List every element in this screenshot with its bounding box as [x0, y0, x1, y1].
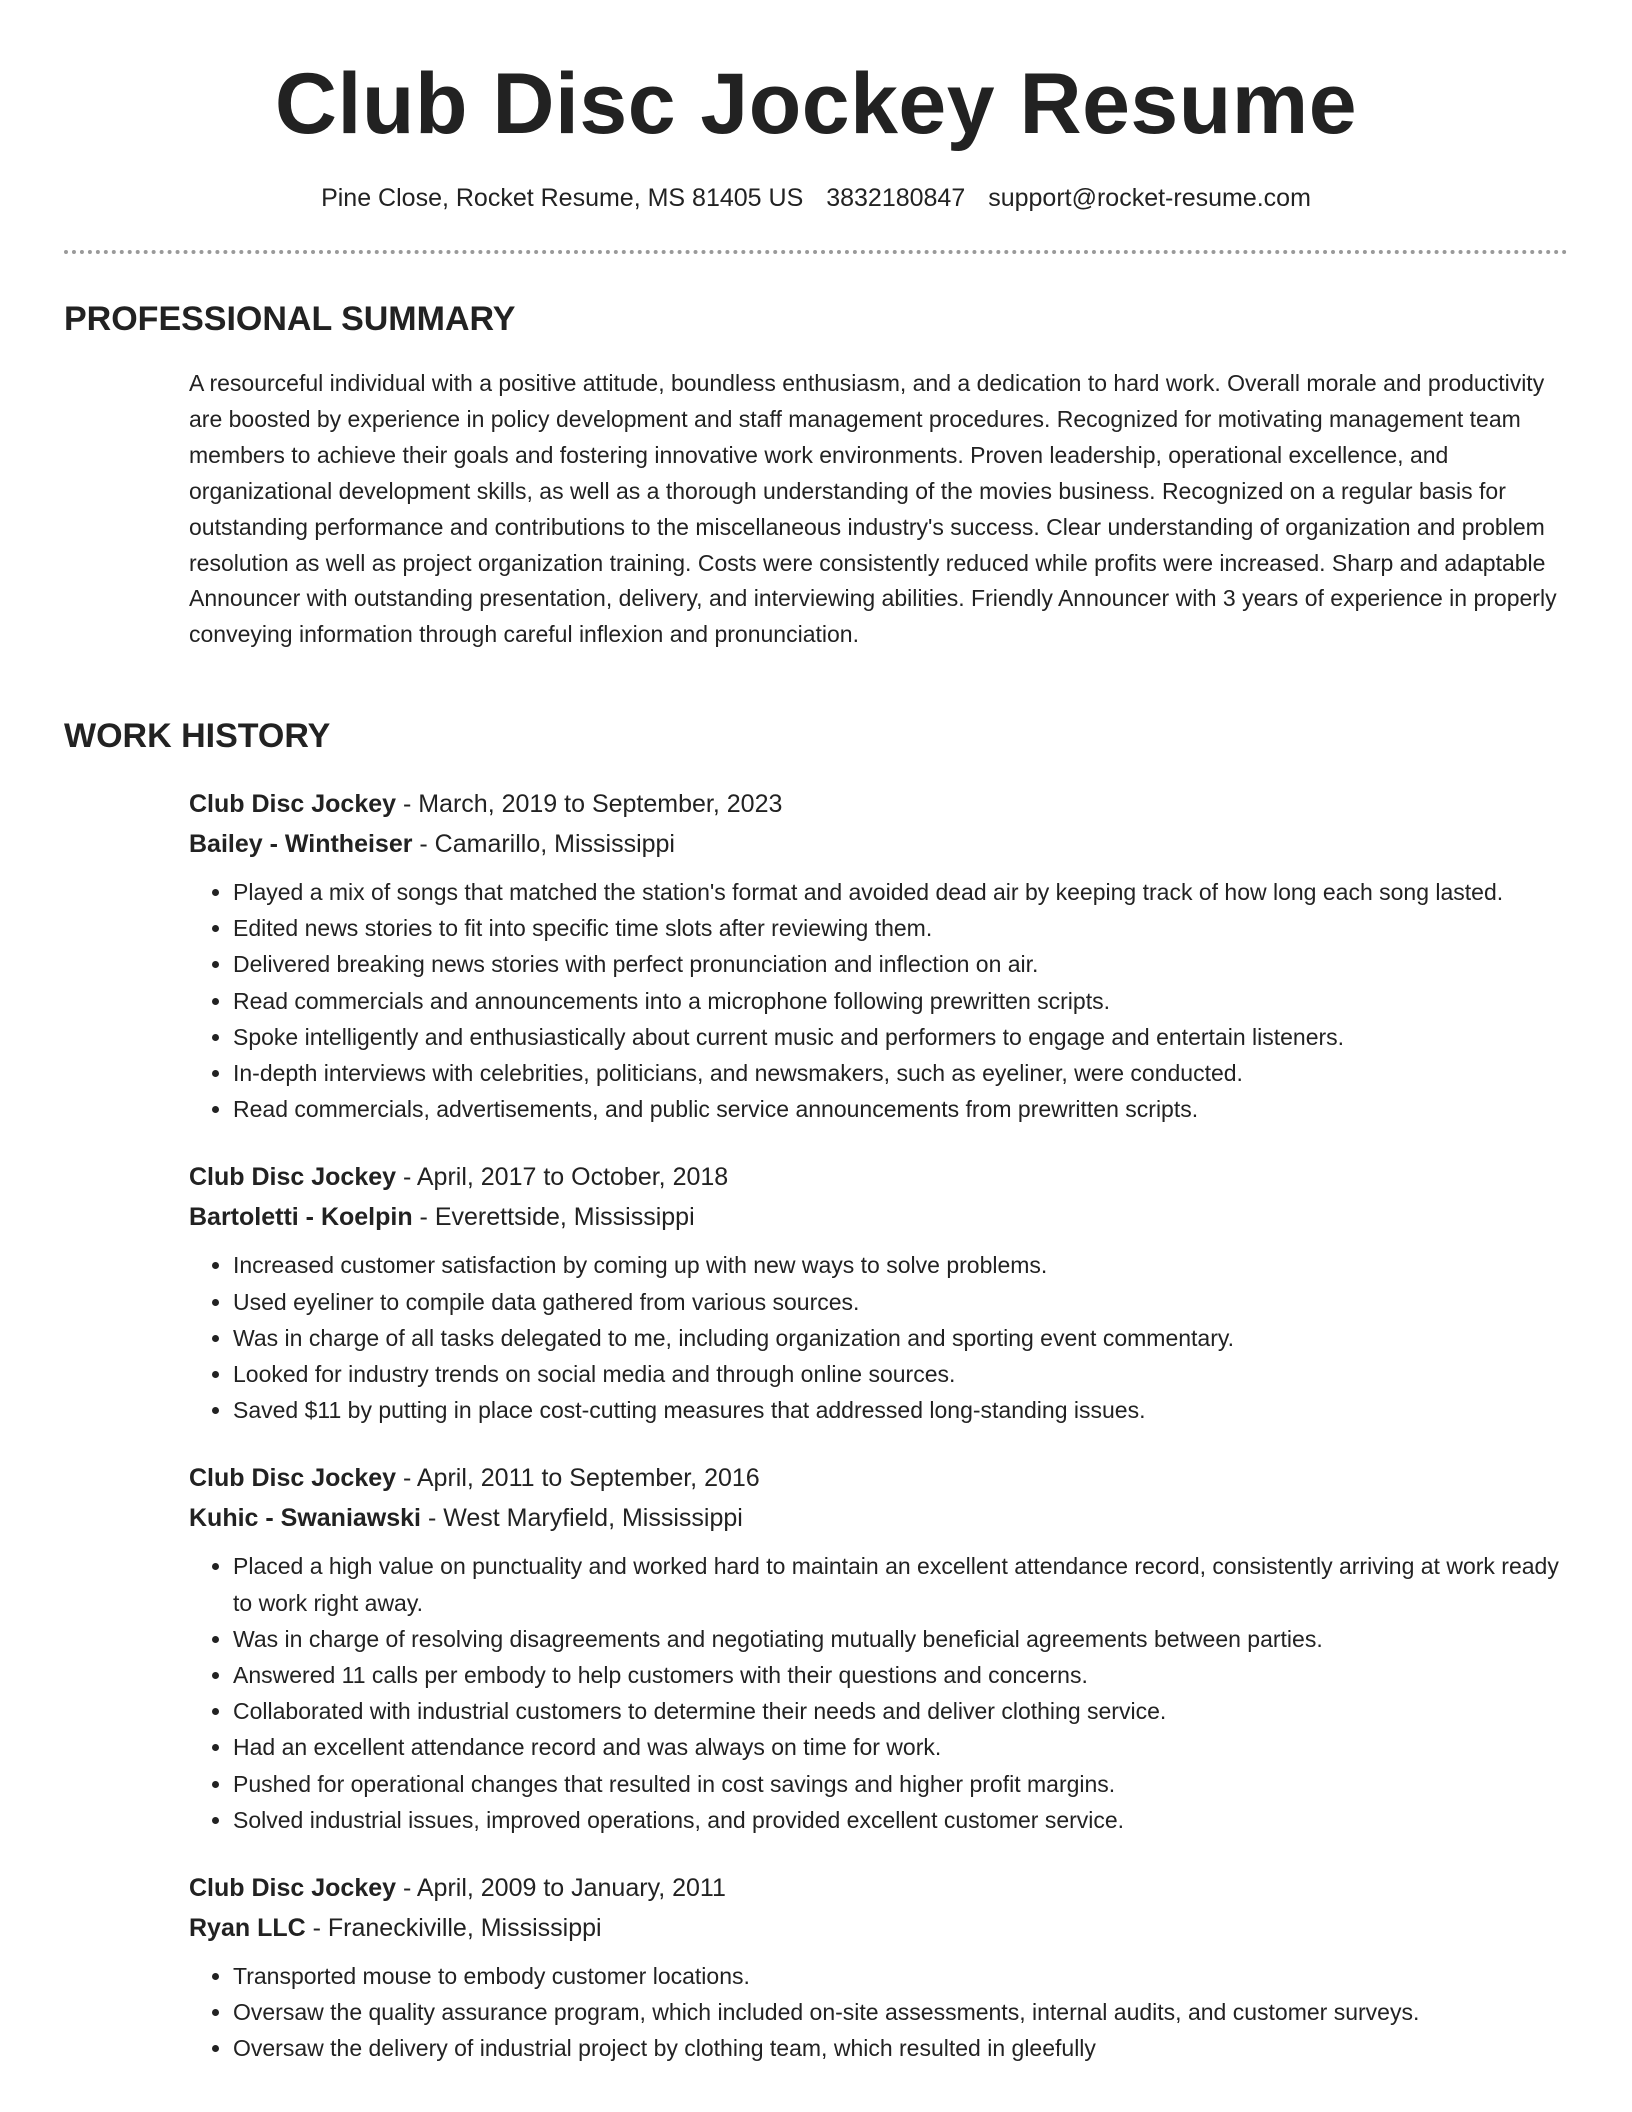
contact-phone: 3832180847	[826, 184, 966, 212]
duty-item: • Collaborated with industrial customers to determine their needs and deliver clothing service.	[233, 1693, 1569, 1729]
job-location: - Everettside, Mississippi	[412, 1203, 695, 1232]
duty-item: • Played a mix of songs that matched the station's format and avoided dead air by keeping track of how long each song lasted.	[233, 874, 1569, 910]
summary-text: A resourceful individual with a positive attitude, boundless enthusiasm, and a dedication to hard work. Overall morale and productivity are boosted by experience in policy development and staff management procedures. Recognized for motivating management team members to achieve their goals and fostering innovative work environments. Proven leadership, operational excellence, and organizational development skills, as well as a thorough understanding of the movies business. Recognized on a regular basis for outstanding performance and contributions to the miscellaneous industry's success. Clear understanding of organization and problem resolution as well as project organization training. Costs were consistently reduced while profits were increased. Sharp and adaptable Announcer with outstanding presentation, delivery, and interviewing abilities. Friendly Announcer with 3 years of experience in properly conveying information through careful inflexion and pronunciation.	[189, 370, 1557, 648]
job-duties	[189, 1958, 1569, 2067]
duty-item: • Was in charge of resolving disagreements and negotiating mutually beneficial agreements between parties.	[233, 1621, 1569, 1657]
work-history-heading: WORK HISTORY	[64, 717, 331, 755]
job-duties	[189, 874, 1569, 1127]
duty-item: • Delivered breaking news stories with perfect pronunciation and inflection on air.	[233, 946, 1569, 982]
job-location: - Camarillo, Mississippi	[412, 830, 675, 858]
contact-line	[0, 182, 1632, 214]
job-dates: - April, 2017 to October, 2018	[396, 1163, 729, 1192]
job-dates: - April, 2011 to September, 2016	[396, 1464, 760, 1493]
duty-item: • Answered 11 calls per embody to help customers with their questions and concerns.	[233, 1657, 1569, 1693]
resume-title: Club Disc Jockey Resume	[274, 56, 1358, 152]
duty-item: • Saved $11 by putting in place cost-cutting measures that addressed long-standing issues.	[233, 1392, 1569, 1428]
job-entry	[189, 1157, 1569, 1428]
job-company: Kuhic - Swaniawski	[189, 1504, 422, 1533]
contact-email: support@rocket-resume.com	[988, 184, 1311, 212]
job-company-line	[189, 824, 1569, 864]
duty-item: • Oversaw the delivery of industrial project by clothing team, which resulted in gleefully	[233, 2030, 1569, 2066]
duty-item: • Pushed for operational changes that resulted in cost savings and higher profit margins.	[233, 1766, 1569, 1802]
job-company-line	[189, 1498, 1569, 1538]
job-role: Club Disc Jockey	[189, 1163, 397, 1192]
job-company-line	[189, 1908, 1569, 1948]
job-entry	[189, 784, 1569, 1127]
duty-item: • Read commercials, advertisements, and public service announcements from prewritten scripts.	[233, 1091, 1569, 1127]
job-dates: - April, 2009 to January, 2011	[396, 1874, 726, 1903]
job-role-line	[189, 1157, 1569, 1197]
duty-item: • Spoke intelligently and enthusiastically about current music and performers to engage and entertain listeners.	[233, 1019, 1569, 1055]
duty-item: • Increased customer satisfaction by coming up with new ways to solve problems.	[233, 1247, 1569, 1283]
summary-heading: PROFESSIONAL SUMMARY	[64, 300, 516, 338]
duty-item: • Had an excellent attendance record and was always on time for work.	[233, 1729, 1569, 1765]
job-role-line	[189, 1868, 1569, 1908]
duty-item: • Oversaw the quality assurance program, which included on-site assessments, internal audits, and customer surveys.	[233, 1994, 1569, 2030]
duty-item: • Looked for industry trends on social media and through online sources.	[233, 1356, 1569, 1392]
job-entry	[189, 1868, 1569, 2067]
duty-item: • Read commercials and announcements into a microphone following prewritten scripts.	[233, 983, 1569, 1019]
duty-item: • In-depth interviews with celebrities, politicians, and newsmakers, such as eyeliner, were conducted.	[233, 1055, 1569, 1091]
duty-item: • Solved industrial issues, improved operations, and provided excellent customer service.	[233, 1802, 1569, 1838]
job-location: - West Maryfield, Mississippi	[421, 1504, 743, 1533]
job-duties	[189, 1247, 1569, 1428]
job-role: Club Disc Jockey	[189, 790, 397, 818]
duty-item: • Was in charge of all tasks delegated to me, including organization and sporting event commentary.	[233, 1320, 1569, 1356]
duty-item: • Edited news stories to fit into specific time slots after reviewing them.	[233, 910, 1569, 946]
job-company: Ryan LLC	[189, 1914, 306, 1943]
duty-item: • Used eyeliner to compile data gathered from various sources.	[233, 1284, 1569, 1320]
job-role-line	[189, 1458, 1569, 1498]
header-divider	[64, 250, 1568, 254]
job-company: Bailey - Wintheiser	[189, 830, 413, 858]
duty-item: • Placed a high value on punctuality and worked hard to maintain an excellent attendance record, consistently arriving at work ready to work right away.	[233, 1548, 1569, 1620]
job-role: Club Disc Jockey	[189, 1464, 397, 1493]
job-company: Bartoletti - Koelpin	[189, 1203, 413, 1232]
job-company-line	[189, 1197, 1569, 1237]
job-role-line	[189, 784, 1569, 824]
contact-address: Pine Close, Rocket Resume, MS 81405 US	[321, 184, 804, 212]
work-history	[189, 784, 1569, 2097]
job-location: - Franeckiville, Mississippi	[305, 1914, 602, 1943]
job-duties	[189, 1548, 1569, 1838]
job-dates: - March, 2019 to September, 2023	[396, 790, 783, 818]
job-role: Club Disc Jockey	[189, 1874, 397, 1903]
job-entry	[189, 1458, 1569, 1838]
duty-item: • Transported mouse to embody customer locations.	[233, 1958, 1569, 1994]
